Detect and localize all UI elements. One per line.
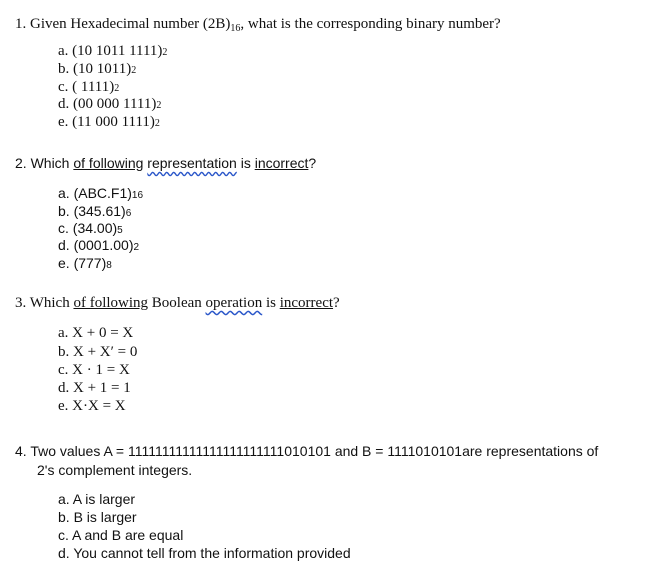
q1-option-a: a. (10 1011 1111)2 (58, 43, 168, 59)
q3-option-b: b. X + X′ = 0 (58, 344, 138, 360)
q3-underlined-word: incorrect (279, 295, 334, 311)
q3-option-e: e. X·X = X (58, 398, 126, 414)
q2-spellcheck-word: representation (147, 155, 237, 171)
q4-option-c: c. A and B are equal (58, 527, 184, 543)
question-2-text: 2. Which of following representation is incorrect? (15, 155, 317, 171)
question-4-line-1: 4. Two values A = 11111111111111111111111010101 and B = 1111010101are representations of (15, 443, 599, 459)
q3-option-d: d. X + 1 = 1 (58, 380, 131, 396)
q1-option-d: d. (00 000 1111)2 (58, 96, 162, 112)
question-4-line-2: 2's complement integers. (37, 462, 193, 478)
q3-underlined-phrase: of following (73, 295, 149, 311)
q4-option-b: b. B is larger (58, 509, 137, 525)
q1-base-subscript: 16 (230, 23, 241, 34)
q2-underlined-word: incorrect (254, 155, 309, 171)
q2-underlined-phrase: of following (73, 155, 144, 171)
q1-option-c: c. ( 1111)2 (58, 79, 120, 95)
q3-spellcheck-word: operation (205, 295, 263, 311)
question-1-text (15, 16, 501, 34)
q3-option-a: a. X + 0 = X (58, 325, 134, 341)
q2-option-a: a. (ABC.F1)16 (58, 185, 144, 201)
q2-option-d: d. (0001.00)2 (58, 237, 140, 253)
q2-option-e: e. (777)8 (58, 255, 112, 271)
q1-prefix: 1. Given Hexadecimal number (2B) (15, 16, 231, 32)
q2-option-b: b. (345.61)6 (58, 203, 132, 219)
q1-suffix: , what is the corresponding binary number? (240, 16, 501, 32)
q4-option-a: a. A is larger (58, 491, 136, 507)
q4-option-d: d. You cannot tell from the information provided (58, 545, 351, 561)
question-3-text: 3. Which of following Boolean operation is incorrect? (15, 295, 340, 311)
q2-option-c: c. (34.00)5 (58, 220, 123, 236)
q3-option-c: c. X · 1 = X (58, 362, 130, 378)
q1-option-b: b. (10 1011)2 (58, 61, 137, 77)
q1-option-e: e. (11 000 1111)2 (58, 114, 160, 130)
